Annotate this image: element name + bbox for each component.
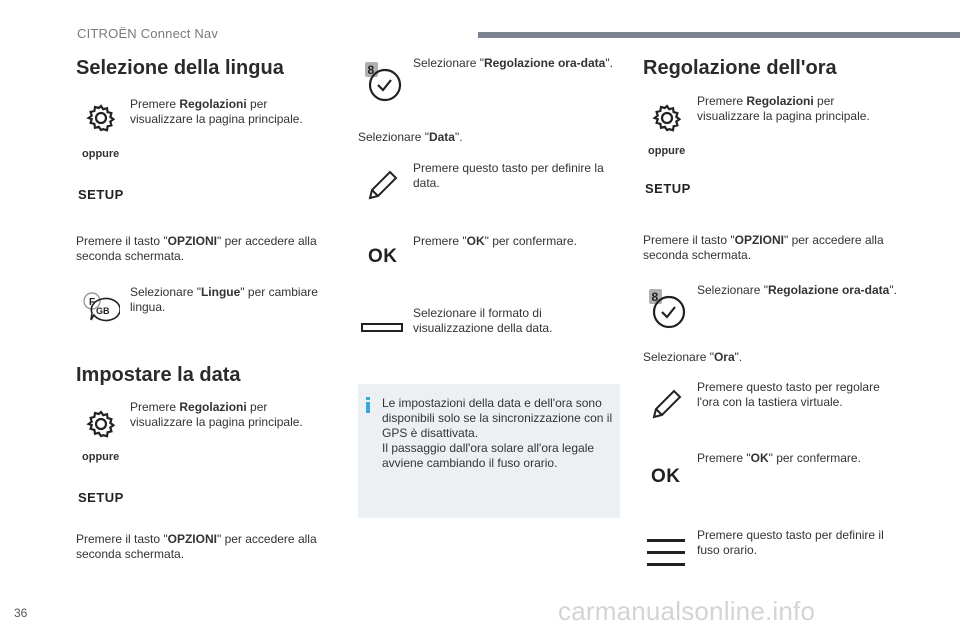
ok-button: OK (651, 466, 681, 487)
info-line: Il passaggio dall'ora solare all'ora legale avviene cambiando il fuso orario. (382, 441, 595, 470)
language-gb-label: GB (96, 306, 110, 316)
date-format-bar-icon (361, 323, 403, 332)
clock-badge-number: 8 (367, 63, 375, 77)
step-text: Premere il tasto "OPZIONI" per accedere alla seconda schermata. (76, 234, 317, 263)
step-text: Premere Regolazioni per visualizzare la pagina principale. (130, 400, 303, 429)
step-text: Selezionare "Regolazione ora-data". (413, 56, 613, 70)
step-text: Selezionare "Data". (358, 130, 463, 144)
step-text: Premere questo tasto per definire la data. (413, 161, 604, 190)
info-text (382, 396, 614, 471)
step-text: Premere Regolazioni per visualizzare la pagina principale. (130, 97, 303, 126)
clock-badge-number: 8 (651, 290, 659, 304)
gear-icon (86, 103, 116, 133)
clock-icon (648, 287, 688, 331)
setup-button: SETUP (78, 187, 124, 202)
language-bubble-icon (82, 291, 120, 325)
step-text: Selezionare "Lingue" per cambiare lingua. (130, 285, 318, 314)
info-icon (366, 397, 370, 413)
menu-icon (647, 538, 685, 568)
pencil-icon (650, 387, 684, 421)
step-text: Premere questo tasto per regolare l'ora con la tastiera virtuale. (697, 380, 880, 409)
oppure-label: oppure (648, 145, 686, 157)
oppure-label: oppure (82, 148, 120, 160)
step-text: Premere il tasto "OPZIONI" per accedere alla seconda schermata. (643, 233, 884, 262)
step-text: Premere "OK" per confermare. (697, 451, 861, 465)
pencil-icon (366, 168, 400, 202)
ok-button: OK (368, 246, 398, 267)
document-header-title: CITROËN Connect Nav (77, 26, 219, 41)
step-text: Premere il tasto "OPZIONI" per accedere alla seconda schermata. (76, 532, 317, 561)
header-rule (478, 32, 960, 38)
oppure-label: oppure (82, 451, 120, 463)
section-title-date: Impostare la data (76, 364, 241, 386)
section-title-language: Selezione della lingua (76, 57, 284, 79)
setup-button: SETUP (78, 490, 124, 505)
language-f-label: F (89, 297, 96, 308)
step-text: Premere "OK" per confermare. (413, 234, 577, 248)
step-text: Premere questo tasto per definire il fuso orario. (697, 528, 884, 557)
setup-button: SETUP (645, 181, 691, 196)
clock-icon (364, 60, 404, 104)
info-line: Le impostazioni della data e dell'ora sono disponibili solo se la sincronizzazione con il GPS è disattivata. (382, 396, 613, 440)
watermark: carmanualsonline.info (558, 596, 816, 626)
step-text: Selezionare "Ora". (643, 350, 743, 364)
page-number: 36 (14, 606, 28, 620)
gear-icon (86, 409, 116, 439)
step-text: Premere Regolazioni per visualizzare la pagina principale. (697, 94, 870, 123)
gear-icon (652, 103, 682, 133)
section-title-time: Regolazione dell'ora (643, 57, 837, 79)
step-text: Selezionare "Regolazione ora-data". (697, 283, 897, 297)
step-text: Selezionare il formato di visualizzazione della data. (413, 306, 553, 335)
